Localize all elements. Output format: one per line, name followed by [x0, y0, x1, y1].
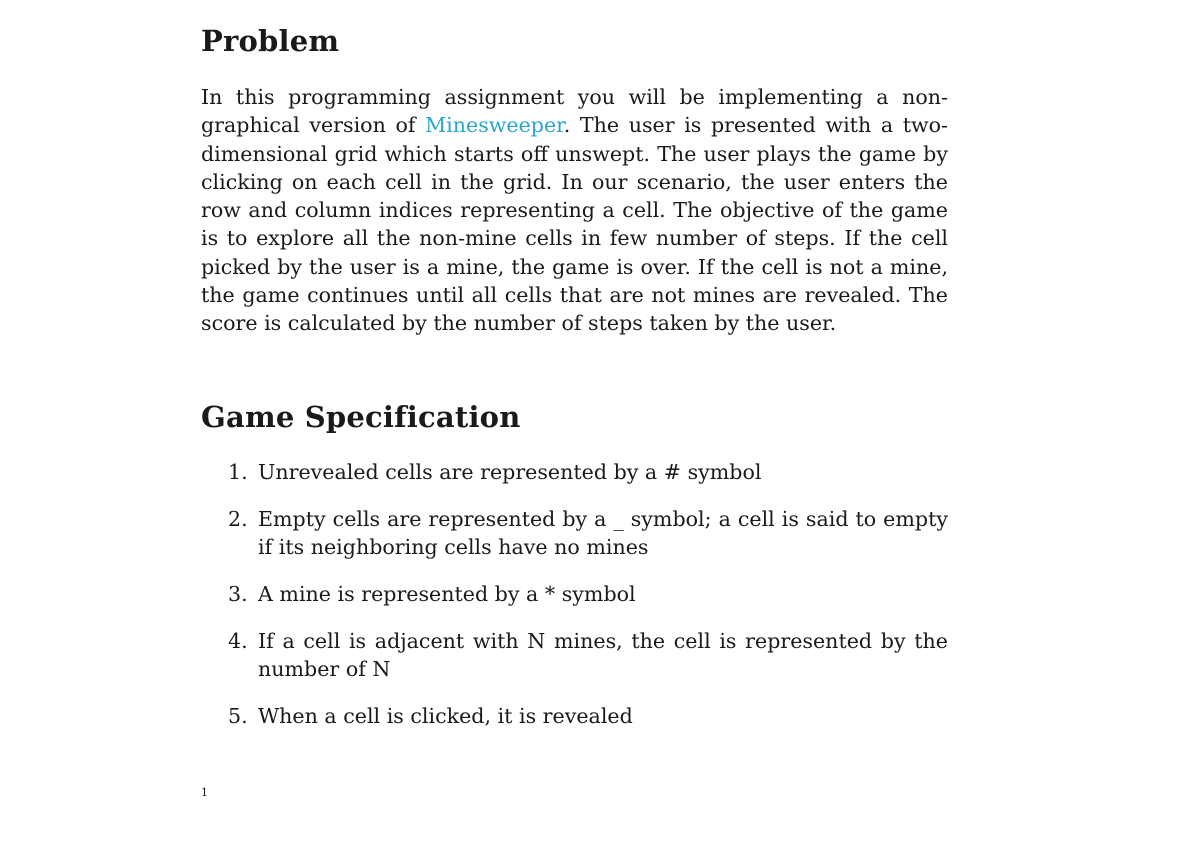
list-item-number: 2.: [228, 507, 248, 531]
list-item-text: A mine is represented by a * symbol: [258, 582, 636, 606]
list-item: [201, 627, 948, 683]
problem-text-end: . The user is presented with a two-dimensional grid which starts off unswept. The user plays the game by clicking on each cell in the grid. In our scenario, the user enters the row and column indices representing a cell. The objective of the game is to explore all the non-mine cells in few number of steps. If the cell picked by the user is a mine, the game is over. If the cell is not a mine, the game continues until all cells that are not mines are revealed. The score is calculated by the number of steps taken by the user.: [201, 113, 948, 336]
list-item-number: 5.: [228, 704, 248, 728]
page-number: 1: [201, 786, 208, 799]
game-specification-heading: Game Specification: [201, 400, 521, 434]
list-item-number: 3.: [228, 582, 248, 606]
list-item: [201, 458, 948, 486]
specification-list: [201, 458, 948, 749]
list-item-text: When a cell is clicked, it is revealed: [258, 704, 633, 728]
list-item-number: 4.: [228, 629, 248, 653]
list-item-text: Empty cells are represented by a _ symbol; a cell is said to empty if its neighboring cells have no mines: [258, 507, 948, 559]
list-item-number: 1.: [228, 460, 248, 484]
list-item-text: Unrevealed cells are represented by a # symbol: [258, 460, 762, 484]
list-item: [201, 702, 948, 730]
list-item: [201, 505, 948, 561]
list-item-text: If a cell is adjacent with N mines, the cell is represented by the number of N: [258, 629, 948, 681]
minesweeper-link[interactable]: Minesweeper: [425, 113, 564, 138]
problem-text-start: In this programming assignment you will be implementing a non-graphical version of: [201, 85, 948, 138]
list-item: [201, 580, 948, 608]
problem-paragraph: [201, 83, 948, 338]
problem-heading: Problem: [201, 24, 340, 58]
